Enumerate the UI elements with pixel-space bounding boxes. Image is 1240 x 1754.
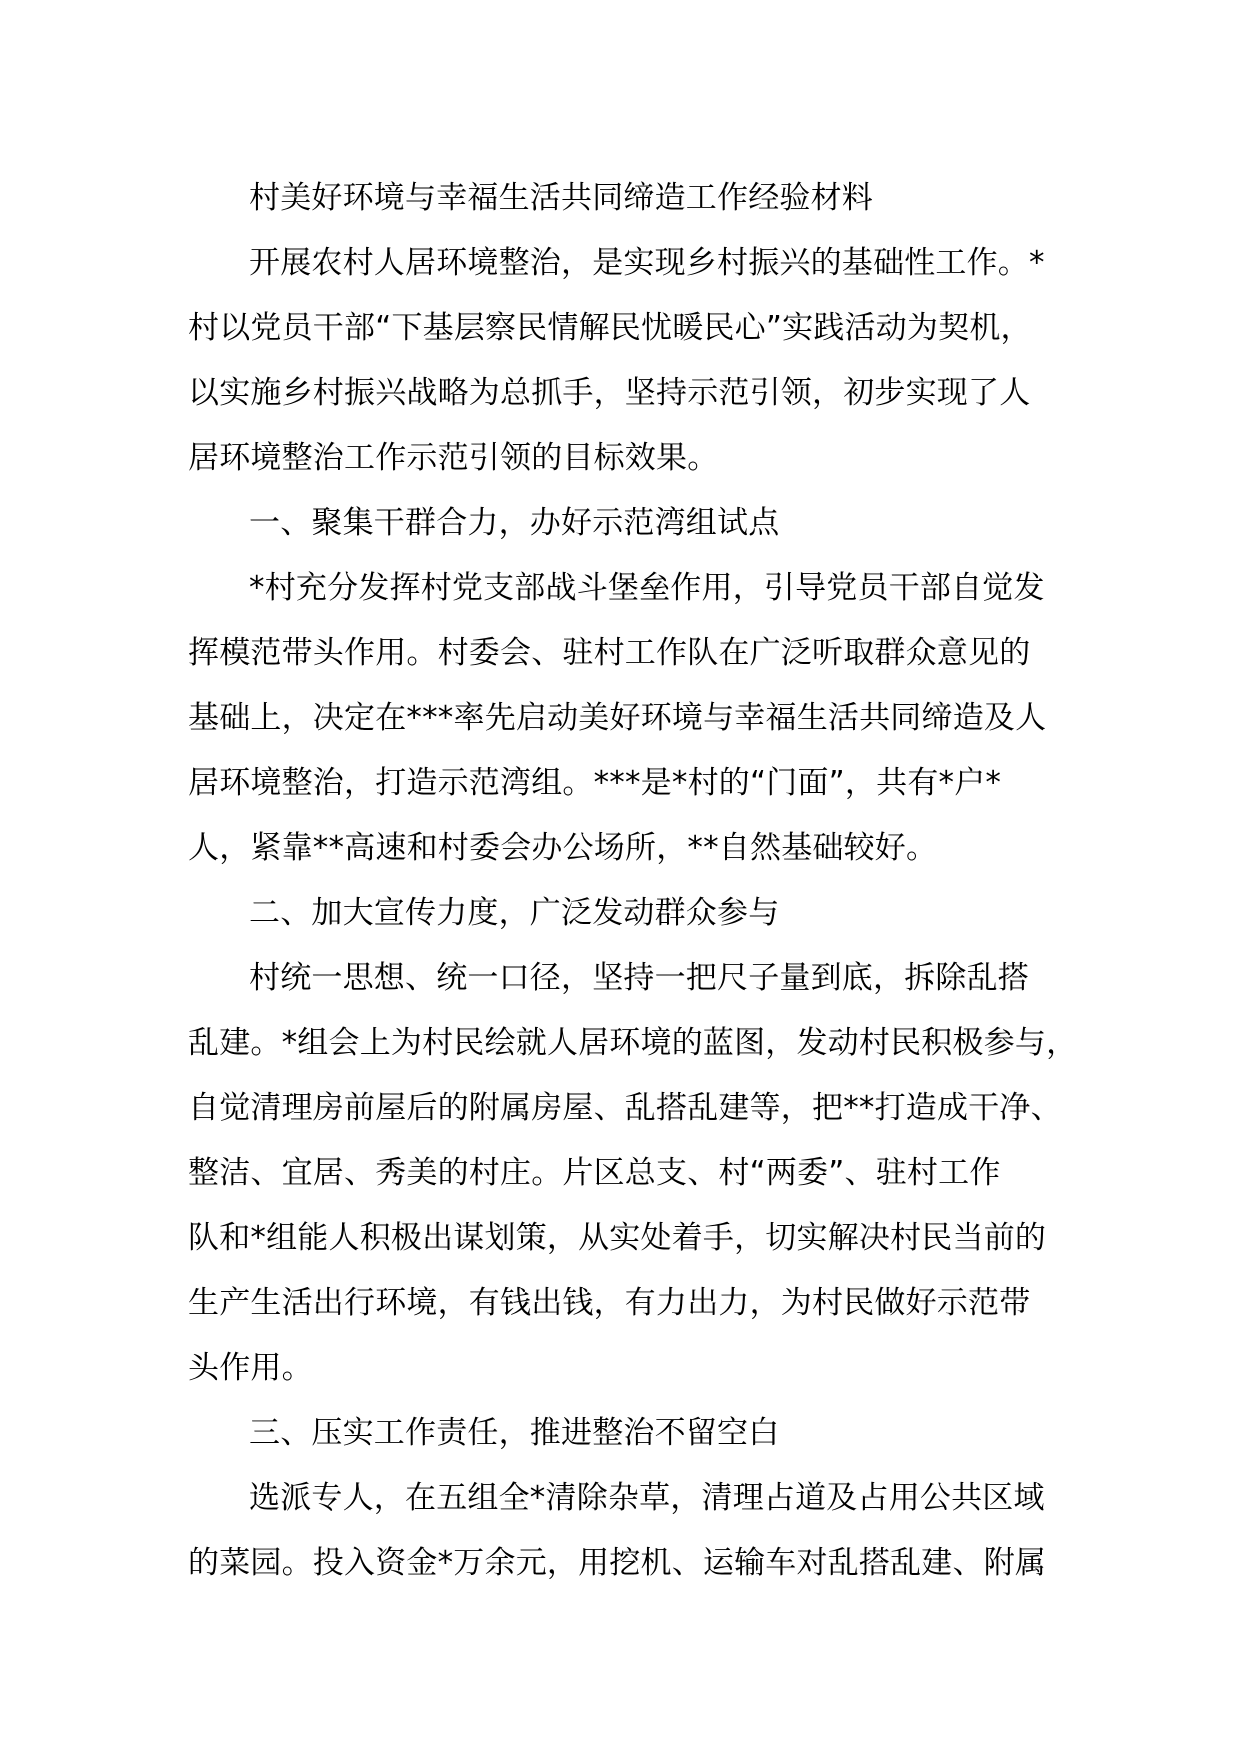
paragraph-line: *村充分发挥村党支部战斗堡垒作用，引导党员干部自觉发: [249, 570, 1045, 606]
paragraph-line: 以实施乡村振兴战略为总抓手，坚持示范引领，初步实现了人: [188, 375, 1031, 411]
section-heading: 一、聚集干群合力，办好示范湾组试点: [249, 505, 780, 541]
section-heading: 二、加大宣传力度，广泛发动群众参与: [249, 895, 780, 931]
paragraph-line: 人，紧靠**高速和村委会办公场所，**自然基础较好。: [188, 830, 938, 866]
paragraph-line: 生产生活出行环境，有钱出钱，有力出力，为村民做好示范带: [188, 1285, 1031, 1321]
paragraph-line: 居环境整治，打造示范湾组。***是*村的“门面”，共有*户*: [188, 765, 1002, 801]
paragraph-line: 基础上，决定在***率先启动美好环境与幸福生活共同缔造及人: [188, 700, 1047, 736]
paragraph-line: 队和*组能人积极出谋划策，从实处着手，切实解决村民当前的: [188, 1220, 1047, 1256]
paragraph-line: 开展农村人居环境整治，是实现乡村振兴的基础性工作。*: [249, 245, 1045, 281]
paragraph-line: 选派专人，在五组全*清除杂草，清理占道及占用公共区域: [249, 1480, 1045, 1516]
document-title: 村美好环境与幸福生活共同缔造工作经验材料: [249, 180, 873, 216]
section-heading: 三、压实工作责任，推进整治不留空白: [249, 1415, 780, 1451]
paragraph-line: 村统一思想、统一口径，坚持一把尺子量到底，拆除乱搭: [249, 960, 1029, 996]
paragraph-line: 居环境整治工作示范引领的目标效果。: [188, 440, 719, 476]
paragraph-line: 整洁、宜居、秀美的村庄。片区总支、村“两委”、驻村工作: [188, 1155, 1001, 1191]
paragraph-line: 乱建。*组会上为村民绘就人居环境的蓝图，发动村民积极参与，: [188, 1025, 1078, 1061]
paragraph-line: 自觉清理房前屋后的附属房屋、乱搭乱建等，把**打造成干净、: [188, 1090, 1062, 1126]
paragraph-line: 村以党员干部“下基层察民情解民忧暖民心”实践活动为契机，: [188, 310, 1032, 346]
paragraph-line: 头作用。: [188, 1350, 313, 1386]
paragraph-line: 挥模范带头作用。村委会、驻村工作队在广泛听取群众意见的: [188, 635, 1031, 671]
paragraph-line: 的菜园。投入资金*万余元，用挖机、运输车对乱搭乱建、附属: [188, 1545, 1047, 1581]
